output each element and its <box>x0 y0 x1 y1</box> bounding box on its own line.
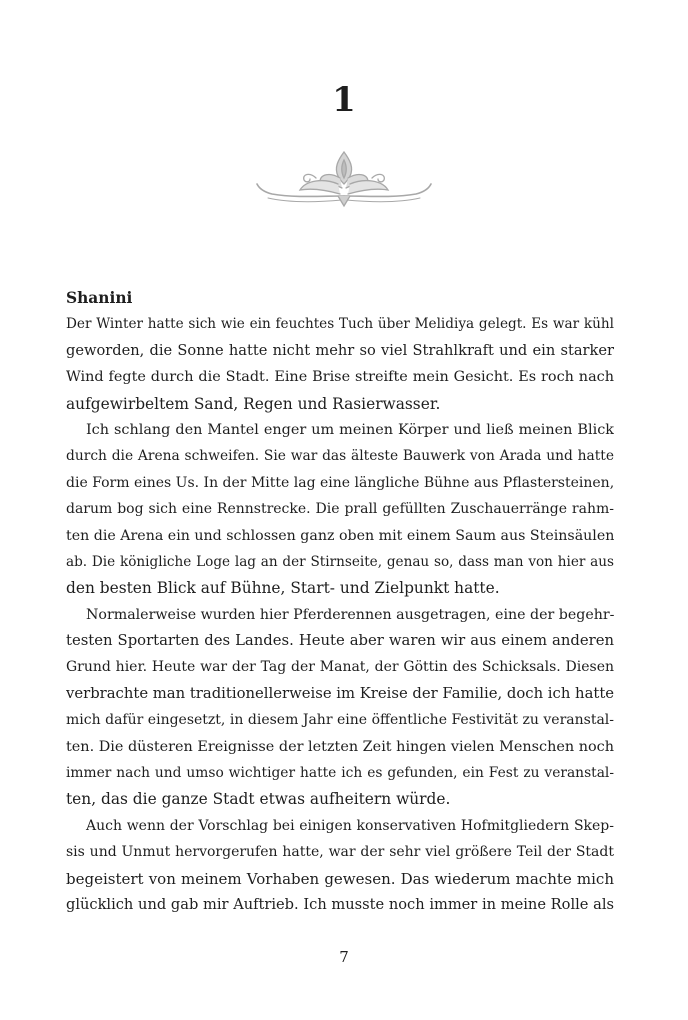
text-line: ten. Die düsteren Ereignisse der letzten Zeit hingen vielen Menschen noch <box>66 738 614 755</box>
text-line: sis und Unmut hervorgerufen hatte, war der sehr viel größere Teil der Stadt <box>66 844 614 861</box>
text-line: den besten Blick auf Bühne, Start- und Zielpunkt hatte. <box>66 579 500 598</box>
text-line: Auch wenn der Vorschlag bei einigen konservativen Hofmitgliedern Skep- <box>86 817 614 834</box>
text-line: ab. Die königliche Loge lag an der Stirnseite, genau so, dass man von hier aus <box>66 553 614 570</box>
text-line: durch die Arena schweifen. Sie war das älteste Bauwerk von Arada und hatte <box>66 448 614 465</box>
text-line: aufgewirbeltem Sand, Regen und Rasierwasser. <box>66 394 441 413</box>
text-line: ten, das die ganze Stadt etwas aufheitern würde. <box>66 790 451 809</box>
text-line: Grund hier. Heute war der Tag der Manat, der Göttin des Schicksals. Diesen <box>66 659 614 676</box>
text-line: darum bog sich eine Rennstrecke. Die prall gefüllten Zuschauerränge rahm- <box>66 501 614 518</box>
paragraph-1 <box>66 311 614 417</box>
chapter-text <box>66 285 614 918</box>
text-line: Der Winter hatte sich wie ein feuchtes Tuch über Melidiya gelegt. Es war kühl <box>66 316 614 333</box>
text-line: begeistert von meinem Vorhaben gewesen. Das wiederum machte mich <box>66 869 614 888</box>
text-line: mich dafür eingesetzt, in diesem Jahr eine öffentliche Festivität zu veranstal- <box>66 712 614 729</box>
text-line: immer nach und umso wichtiger hatte ich es gefunden, ein Fest zu veranstal- <box>66 765 614 782</box>
pov-heading: Shanini <box>66 289 133 307</box>
text-line: Wind fegte durch die Stadt. Eine Brise streifte mein Gesicht. Es roch nach <box>66 369 614 386</box>
text-line: die Form eines Us. In der Mitte lag eine längliche Bühne aus Pflastersteinen, <box>66 474 614 491</box>
chapter-number: 1 <box>332 80 356 120</box>
text-line: glücklich und gab mir Auftrieb. Ich musste noch immer in meine Rolle als <box>66 895 614 913</box>
paragraph-3 <box>66 602 614 813</box>
chapter-ornament-icon <box>254 148 434 210</box>
text-line: geworden, die Sonne hatte nicht mehr so viel Strahlkraft und ein starker <box>66 341 614 359</box>
paragraph-2 <box>66 417 614 602</box>
text-line: Ich schlang den Mantel enger um meinen Körper und ließ meinen Blick <box>86 421 614 438</box>
text-line: verbrachte man traditionellerweise im Kreise der Familie, doch ich hatte <box>66 684 614 702</box>
paragraph-4 <box>66 813 614 919</box>
text-line: ten die Arena ein und schlossen ganz oben mit einem Saum aus Steinsäulen <box>66 527 614 544</box>
page-number: 7 <box>339 948 349 966</box>
text-line: testen Sportarten des Landes. Heute aber waren wir aus einem anderen <box>66 632 614 650</box>
text-line: Normalerweise wurden hier Pferderennen ausgetragen, eine der begehr- <box>86 606 614 623</box>
